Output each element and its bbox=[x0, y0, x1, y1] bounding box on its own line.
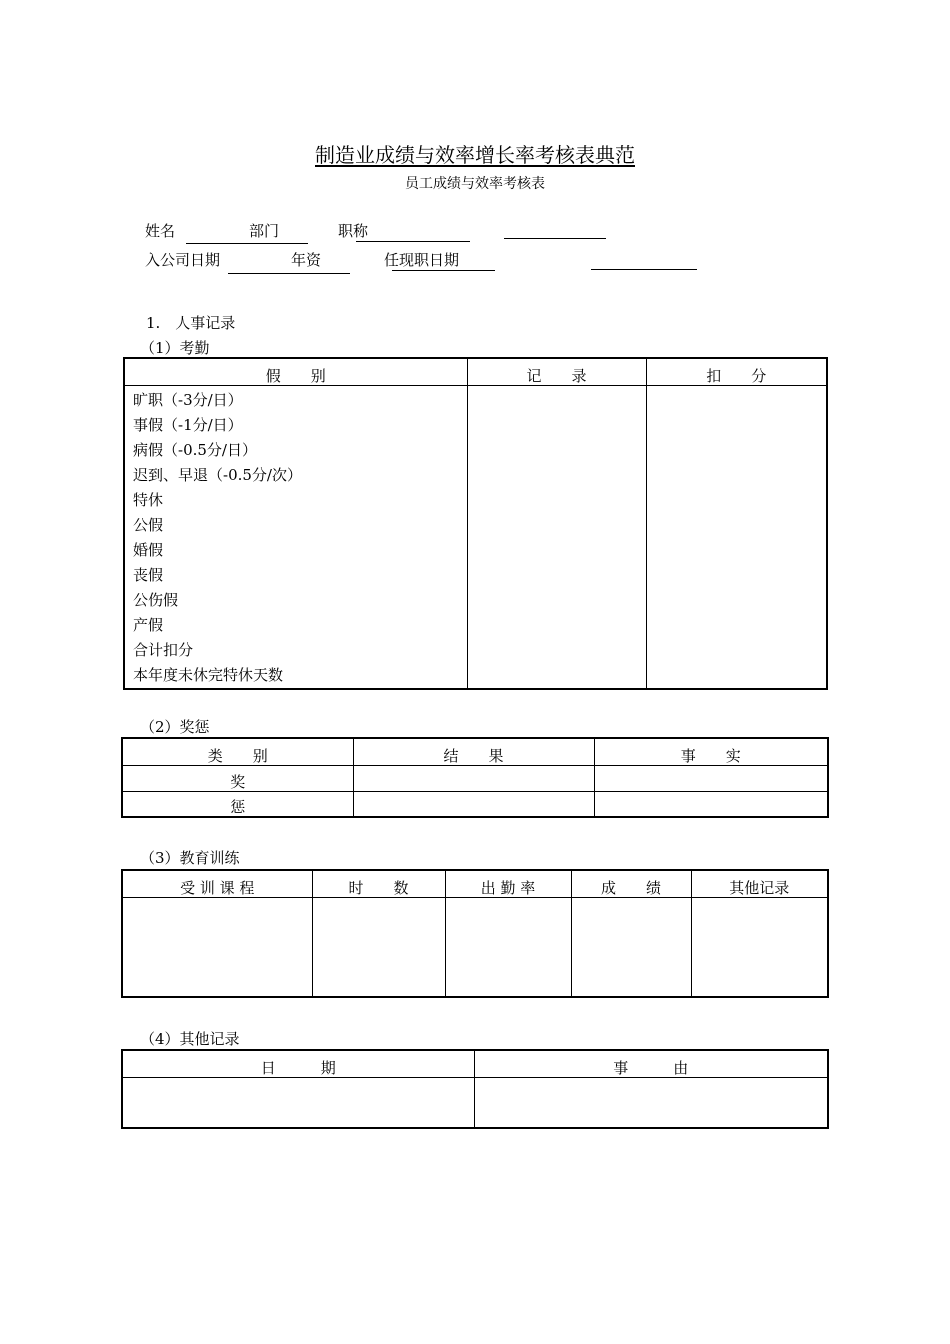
leave-type-item: 本年度未休完特休天数 bbox=[133, 665, 284, 684]
penalty-facts-cell[interactable] bbox=[594, 791, 828, 817]
join-date-label: 入公司日期 bbox=[145, 251, 221, 269]
penalty-result-cell[interactable] bbox=[353, 791, 594, 817]
other-date-cell[interactable] bbox=[122, 1077, 474, 1128]
other-header-date: 日 期 bbox=[122, 1050, 474, 1077]
title-field[interactable] bbox=[356, 241, 470, 242]
leave-type-item: 丧假 bbox=[133, 565, 164, 584]
rewards-heading: （2）奖惩 bbox=[140, 718, 210, 736]
training-table bbox=[121, 869, 829, 998]
position-date-field[interactable] bbox=[392, 270, 495, 271]
attendance-type-list bbox=[124, 385, 467, 689]
training-grade-cell[interactable] bbox=[571, 897, 691, 997]
reward-facts-cell[interactable] bbox=[594, 765, 828, 791]
attendance-body-row bbox=[124, 385, 827, 689]
attendance-record-cell[interactable] bbox=[467, 385, 646, 689]
reward-result-cell[interactable] bbox=[353, 765, 594, 791]
leave-type-item: 事假（-1分/日） bbox=[133, 415, 243, 434]
leave-type-item: 迟到、早退（-0.5分/次） bbox=[133, 465, 302, 484]
blank-field-1[interactable] bbox=[504, 238, 606, 239]
leave-type-item: 公伤假 bbox=[133, 590, 179, 609]
attendance-header-record: 记 录 bbox=[467, 358, 646, 385]
join-date-field[interactable] bbox=[228, 273, 350, 274]
rewards-header-row bbox=[122, 738, 828, 765]
leave-type-item: 公假 bbox=[133, 515, 164, 534]
name-field[interactable] bbox=[186, 243, 308, 244]
training-header-grade: 成 绩 bbox=[571, 870, 691, 897]
leave-type-item: 产假 bbox=[133, 615, 164, 634]
position-date-label: 任现职日期 bbox=[384, 251, 460, 269]
other-records-header-row bbox=[122, 1050, 828, 1077]
training-attendance-cell[interactable] bbox=[445, 897, 571, 997]
training-header-row bbox=[122, 870, 828, 897]
other-records-heading: （4）其他记录 bbox=[140, 1030, 240, 1048]
section-heading-personnel: 1. 人事记录 bbox=[146, 314, 236, 332]
reward-category-cell: 奖 bbox=[122, 765, 353, 791]
leave-type-item: 旷职（-3分/日） bbox=[133, 390, 243, 409]
dept-label: 部门 bbox=[249, 222, 280, 240]
leave-type-item: 特休 bbox=[133, 490, 164, 509]
training-header-hours: 时 数 bbox=[312, 870, 445, 897]
attendance-heading: （1）考勤 bbox=[140, 339, 210, 357]
attendance-table bbox=[123, 357, 828, 690]
training-header-other: 其他记录 bbox=[691, 870, 828, 897]
other-records-table bbox=[121, 1049, 829, 1129]
leave-type-item: 婚假 bbox=[133, 540, 164, 559]
other-header-reason: 事 由 bbox=[474, 1050, 828, 1077]
rewards-header-facts: 事 实 bbox=[594, 738, 828, 765]
blank-field-2[interactable] bbox=[591, 269, 697, 270]
training-heading: （3）教育训练 bbox=[140, 849, 240, 867]
title-label: 职称 bbox=[338, 222, 369, 240]
leave-type-item: 合计扣分 bbox=[133, 640, 194, 659]
rewards-table bbox=[121, 737, 829, 818]
training-other-cell[interactable] bbox=[691, 897, 828, 997]
attendance-deduction-cell[interactable] bbox=[646, 385, 827, 689]
document-subtitle: 员工成绩与效率考核表 bbox=[405, 176, 545, 192]
training-hours-cell[interactable] bbox=[312, 897, 445, 997]
training-header-attendance: 出 勤 率 bbox=[445, 870, 571, 897]
training-course-cell[interactable] bbox=[122, 897, 312, 997]
other-reason-cell[interactable] bbox=[474, 1077, 828, 1128]
rewards-header-result: 结 果 bbox=[353, 738, 594, 765]
leave-type-item: 病假（-0.5分/日） bbox=[133, 440, 257, 459]
table-row bbox=[122, 791, 828, 817]
document-title bbox=[0, 142, 950, 168]
seniority-label: 年资 bbox=[291, 251, 322, 269]
name-label: 姓名 bbox=[145, 222, 176, 240]
rewards-header-category: 类 别 bbox=[122, 738, 353, 765]
table-row bbox=[122, 1077, 828, 1128]
training-header-course: 受 训 课 程 bbox=[122, 870, 312, 897]
attendance-header-type: 假 别 bbox=[124, 358, 467, 385]
document-title-text: 制造业成绩与效率增长率考核表典范 bbox=[315, 143, 635, 167]
attendance-header-row bbox=[124, 358, 827, 385]
penalty-category-cell: 惩 bbox=[122, 791, 353, 817]
attendance-header-deduction: 扣 分 bbox=[646, 358, 827, 385]
table-row bbox=[122, 897, 828, 997]
table-row bbox=[122, 765, 828, 791]
